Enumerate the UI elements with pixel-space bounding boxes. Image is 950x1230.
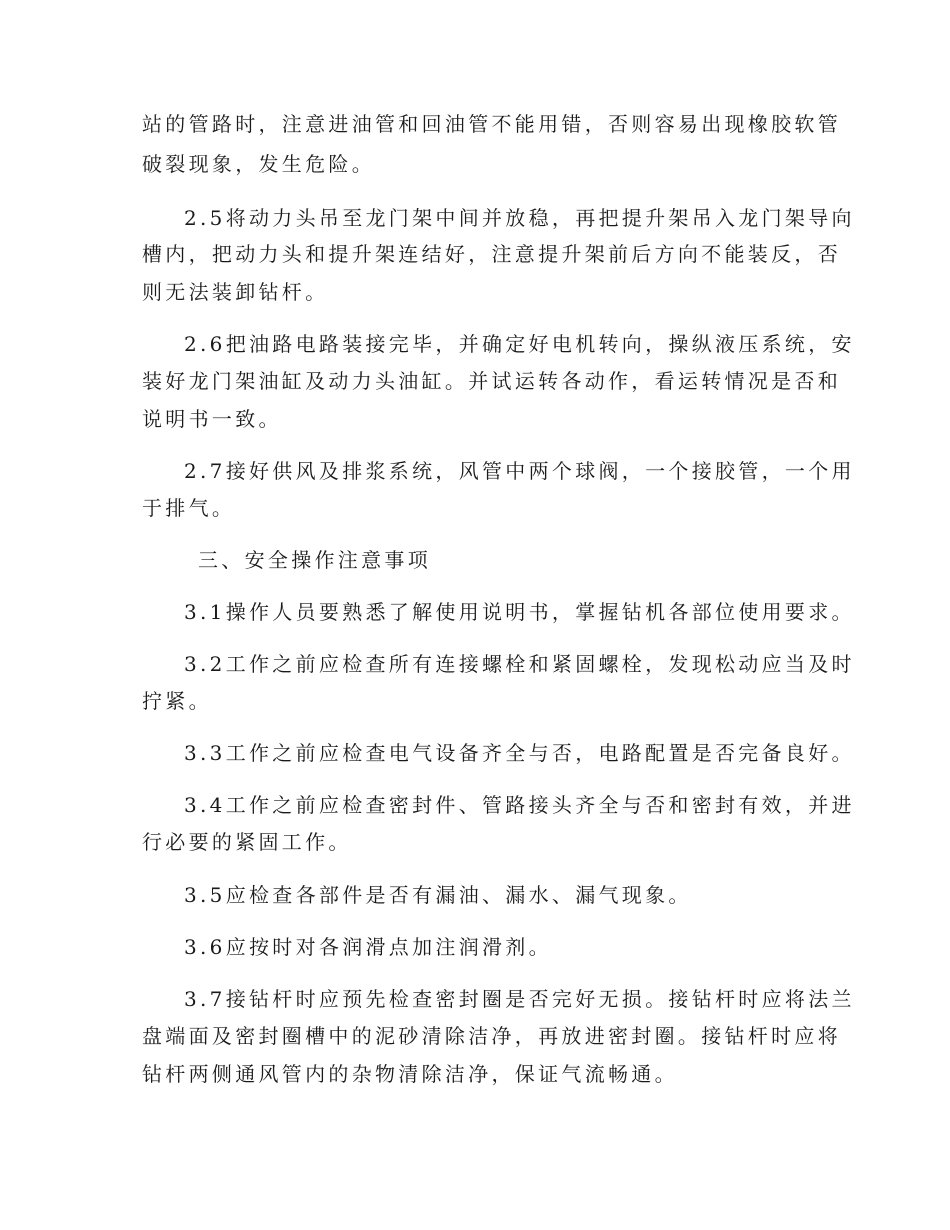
paragraph-line: 拧紧。 <box>142 689 212 713</box>
paragraph-line: 站的管路时，注意进油管和回油管不能用错，否则容易出现橡胶软管 <box>142 112 841 136</box>
paragraph-line: 装好龙门架油缸及动力头油缸。并试运转各动作，看运转情况是否和 <box>142 369 841 393</box>
section-heading: 三、安全操作注意事项 <box>198 548 431 572</box>
paragraph-line: 3.1操作人员要熟悉了解使用说明书，掌握钻机各部位使用要求。 <box>184 600 855 624</box>
paragraph-line: 行必要的紧固工作。 <box>142 830 352 854</box>
paragraph-line: 盘端面及密封圈槽中的泥砂清除洁净，再放进密封圈。接钻杆时应将 <box>142 1024 841 1048</box>
paragraph-line: 3.4工作之前应检查密封件、管路接头齐全与否和密封有效，并进 <box>184 793 855 817</box>
paragraph-line: 破裂现象，发生危险。 <box>142 152 375 176</box>
paragraph-line: 3.3工作之前应检查电气设备齐全与否，电路配置是否完备良好。 <box>184 741 855 765</box>
paragraph-line: 槽内，把动力头和提升架连结好，注意提升架前后方向不能装反，否 <box>142 242 841 266</box>
paragraph-line: 说明书一致。 <box>142 407 282 431</box>
paragraph-line: 2.6把油路电路装接完毕，并确定好电机转向，操纵液压系统，安 <box>184 332 855 356</box>
paragraph-line: 3.7接钻杆时应预先检查密封圈是否完好无损。接钻杆时应将法兰 <box>184 987 855 1011</box>
paragraph-line: 于排气。 <box>142 496 236 520</box>
paragraph-line: 则无法装卸钻杆。 <box>142 280 329 304</box>
paragraph-line: 3.5应检查各部件是否有漏油、漏水、漏气现象。 <box>184 883 692 907</box>
paragraph-line: 钻杆两侧通风管内的杂物清除洁净，保证气流畅通。 <box>142 1062 678 1086</box>
paragraph-line: 3.6应按时对各润滑点加注润滑剂。 <box>184 935 552 959</box>
paragraph-line: 3.2工作之前应检查所有连接螺栓和紧固螺栓，发现松动应当及时 <box>184 652 855 676</box>
paragraph-line: 2.7接好供风及排浆系统，风管中两个球阀，一个接胶管，一个用 <box>184 459 855 483</box>
paragraph-line: 2.5将动力头吊至龙门架中间并放稳，再把提升架吊入龙门架导向 <box>184 206 855 230</box>
